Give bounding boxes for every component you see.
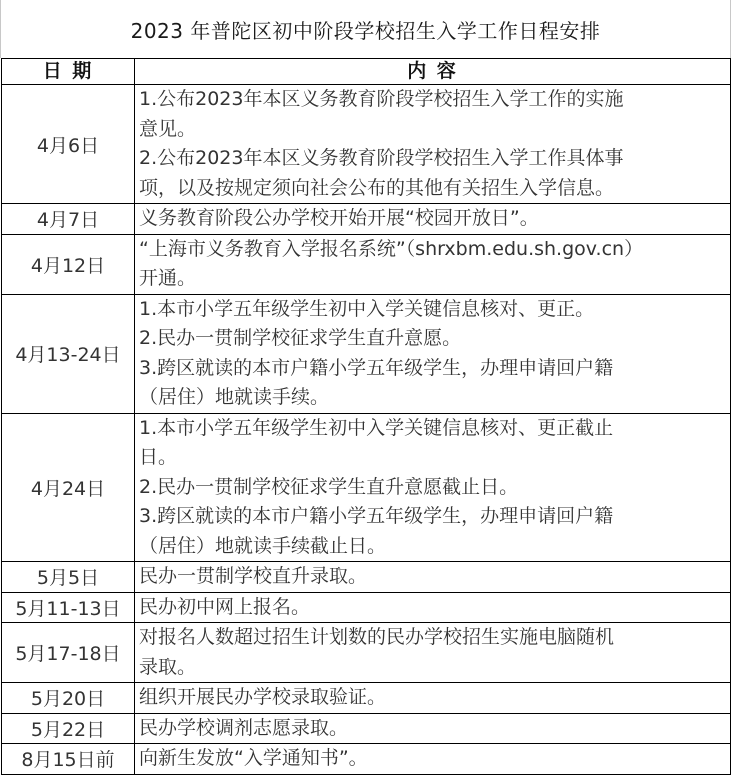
content-line: 1.公布2023年本区义务教育阶段学校招生入学工作的实施 [139,88,624,110]
row-date: 4月13-24日 [2,294,135,413]
table-row [2,85,731,204]
content-line: （居住）地就读手续截止日。 [139,534,387,557]
content-line: 向新生发放“入学通知书”。 [139,747,368,769]
content-line: 组织开展民办学校录取验证。 [139,686,387,708]
content-line: 对报名人数超过招生计划数的民办学校招生实施电脑随机 [139,626,615,648]
table-row [2,204,731,235]
content-line: 民办初中网上报名。 [139,595,311,618]
row-date: 4月12日 [2,234,135,294]
content-line: 项，以及按规定须向社会公布的其他有关招生入学信息。 [139,176,615,199]
content-line: 3.跨区就读的本市户籍小学五年级学生，办理申请回户籍 [139,356,614,379]
row-content [135,592,731,623]
row-date: 4月24日 [2,413,135,562]
row-content [135,683,731,714]
table-row [2,562,731,593]
content-line: 意见。 [139,117,197,140]
content-line: 开通。 [139,267,197,289]
content-line: 义务教育阶段公办学校开始开展“校园开放日”。 [139,207,539,229]
page-title: 2023 年普陀区初中阶段学校招生入学工作日程安排 [0,0,731,58]
table-row [2,713,731,744]
header-content: 内 容 [135,59,731,85]
content-line: 2.民办一贯制学校征求学生直升意愿截止日。 [139,475,519,498]
content-line: 2.民办一贯制学校征求学生直升意愿。 [139,327,462,349]
row-date: 4月7日 [2,204,135,235]
content-line: 1.本市小学五年级学生初中入学关键信息核对、更正。 [139,297,595,320]
content-line: （居住）地就读手续。 [139,386,330,408]
content-line: 民办学校调剂志愿录取。 [139,716,349,739]
content-line: 2.公布2023年本区义务教育阶段学校招生入学工作具体事 [139,147,624,169]
content-line: 民办一贯制学校直升录取。 [139,565,368,587]
row-content [135,204,731,235]
table-row [2,234,731,294]
content-line: 1.本市小学五年级学生初中入学关键信息核对、更正截止 [139,416,614,439]
row-content [135,562,731,593]
row-content [135,234,731,294]
content-line: 录取。 [139,655,197,678]
table-row [2,592,731,623]
row-date: 5月20日 [2,683,135,714]
row-content [135,413,731,562]
table-row [2,623,731,683]
row-content [135,713,731,744]
row-content [135,294,731,413]
row-date: 5月5日 [2,562,135,593]
row-content [135,85,731,204]
row-date: 5月11-13日 [2,592,135,623]
row-content [135,744,731,775]
row-date: 4月6日 [2,85,135,204]
header-date: 日 期 [2,59,135,85]
table-row [2,683,731,714]
schedule-table [1,58,731,775]
content-line: “上海市义务教育入学报名系统”（shrxbm.edu.sh.gov.cn） [139,237,644,260]
table-row [2,413,731,562]
content-line: 3.跨区就读的本市户籍小学五年级学生，办理申请回户籍 [139,505,614,527]
header-row [2,59,731,85]
row-date: 8月15日前 [2,744,135,775]
table-row [2,294,731,413]
row-content [135,623,731,683]
row-date: 5月22日 [2,713,135,744]
content-line: 日。 [139,446,178,468]
table-row [2,744,731,775]
row-date: 5月17-18日 [2,623,135,683]
